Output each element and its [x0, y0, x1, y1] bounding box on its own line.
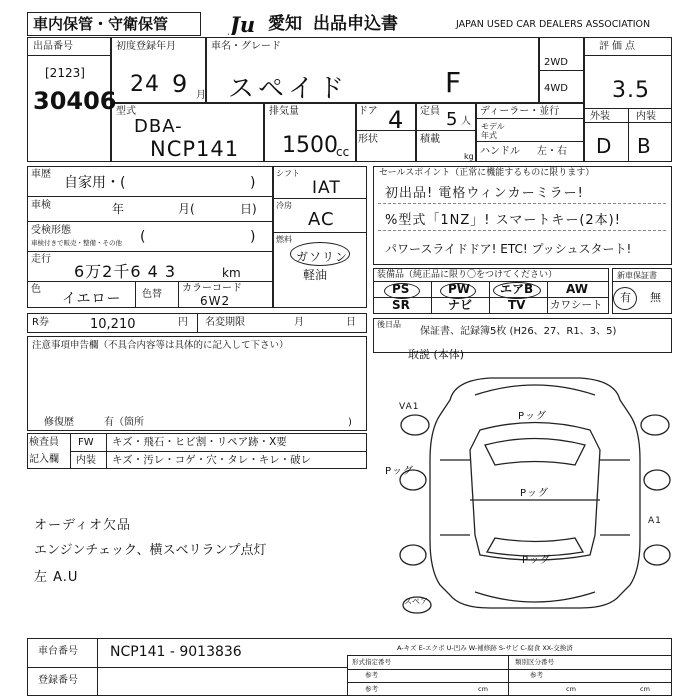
chassis-value: NCP141 - 9013836 — [110, 644, 242, 660]
equip-airbag: エアB — [500, 282, 534, 296]
ref-label-2: 参考 — [365, 685, 378, 693]
after-items-label: 後日品 — [377, 320, 401, 329]
mileage-value: 6万2千6 4 3 — [74, 262, 177, 281]
ac-label: 冷房 — [276, 201, 292, 210]
class-spec-label: 類別区分番号 — [515, 658, 554, 666]
ref-label-3: 参考 — [530, 671, 543, 679]
drive-4wd: 4WD — [544, 83, 568, 94]
form-label: 形状 — [358, 134, 378, 145]
displacement-label: 排気量 — [269, 106, 299, 117]
warranty-yes: 有 — [620, 291, 631, 304]
fuel-label: 燃料 — [276, 235, 292, 244]
registration-month-unit: 月 — [196, 90, 206, 101]
inspector-row1-head: FW — [78, 437, 94, 448]
shift-label: シフト — [276, 169, 300, 178]
mileage-unit: km — [222, 266, 241, 280]
registration-label: 初度登録年月 — [116, 41, 176, 52]
note-2: エンジンチェック、横スベリランプ点灯 — [34, 543, 267, 558]
model-code: NCP141 — [150, 137, 240, 161]
cm-2: cm — [566, 685, 576, 693]
ju-logo — [228, 13, 268, 35]
warranty-label: 新車保証書 — [617, 271, 657, 280]
lot-number: 30406 — [33, 87, 117, 115]
model-year-label: モデル年式 — [481, 122, 505, 140]
inspection-form-open: ( — [140, 229, 146, 245]
cm-3: cm — [640, 685, 650, 693]
spare-label: スペア — [404, 597, 428, 606]
selling-point-2: %型式「1NZ」! スマートキー(2本)! — [385, 213, 621, 228]
note-3: 左 A.U — [34, 570, 79, 585]
score-value: 3.5 — [612, 78, 650, 103]
dealer-label: ディーラー・並行 — [480, 106, 560, 117]
equip-ps: PS — [392, 282, 410, 296]
inspection-day: 日) — [240, 202, 257, 216]
inspection-month: 月( — [178, 202, 195, 216]
recycle-label: R券 — [32, 317, 49, 328]
inspection-form-sub: 車検付きで販売・整備・その他 — [31, 239, 122, 247]
diagram-mark-a1: A1 — [648, 516, 662, 526]
inspector-row2-head: 内装 — [76, 455, 96, 466]
exterior-label: 外装 — [590, 111, 610, 122]
load-unit: kg — [464, 152, 474, 161]
history-close: ) — [250, 175, 256, 191]
equip-pw-circle — [440, 283, 476, 299]
diagram-mark-bag-3: Pッグ — [520, 488, 550, 499]
inspector-row2: キズ・汚レ・コゲ・穴・タレ・キレ・破レ — [112, 454, 312, 466]
drive-2wd: 2WD — [544, 57, 568, 68]
capacity-value: 5 — [446, 109, 459, 130]
shift-value: IAT — [312, 178, 341, 198]
repair-label: 修復歴 — [44, 417, 74, 428]
displacement-value: 1500 — [282, 133, 338, 158]
handle-options: 左・右 — [537, 146, 567, 157]
recycle-unit: 円 — [178, 317, 188, 328]
capacity-label: 定員 — [420, 106, 440, 117]
car-name: スペイド — [228, 74, 349, 104]
diagram-mark-bag-1: Pッグ — [518, 411, 548, 422]
score-label: 評価点 — [599, 41, 638, 52]
ref-label-1: 参考 — [365, 671, 378, 679]
warranty-circle — [613, 287, 637, 310]
storage-title: 車内保管・守衛保管 — [33, 15, 169, 33]
color-code-label: カラーコード — [182, 283, 242, 294]
handle-label: ハンドル — [480, 146, 520, 157]
doors-value: 4 — [388, 106, 405, 134]
fuel-value: ガソリン — [296, 250, 349, 264]
notes-label: 注意事項申告欄（不具合内容等は具体的に記入して下さい） — [32, 340, 289, 351]
lot-bracket-number: [2123] — [45, 66, 85, 80]
inspector-row1: キズ・飛石・ヒビ割・リペア跡・X要 — [112, 436, 287, 448]
warranty-no: 無 — [650, 291, 661, 304]
color-code: 6W2 — [200, 294, 231, 308]
model-prefix: DBA- — [134, 116, 183, 137]
note-1: オーディオ欠品 — [34, 518, 131, 533]
car-grade: F — [445, 66, 463, 99]
diagram-mark-bag-2: Pッグ — [385, 466, 415, 477]
selling-points-label: セールスポイント（正常に機能するものに限ります） — [379, 168, 595, 178]
after-items-line2: 取説 (本体) — [408, 348, 465, 361]
repair-close: ) — [348, 417, 352, 428]
load-label: 積載 — [420, 134, 440, 145]
registration-month: 9 — [172, 70, 189, 98]
recycle-value: 10,210 — [90, 317, 136, 332]
inspection-form-label: 受検形態 — [31, 225, 71, 236]
equip-ps-circle — [384, 283, 420, 299]
chassis-label: 車台番号 — [38, 646, 78, 657]
equip-pw: PW — [448, 282, 471, 296]
name-change-day: 日 — [346, 317, 356, 328]
inspection-label: 車検 — [31, 200, 51, 211]
capacity-unit: 人 — [461, 116, 471, 127]
color-swap-label: 色替 — [142, 289, 162, 300]
doors-label: ドア — [358, 106, 378, 117]
org-name: 愛知 — [268, 14, 302, 34]
interior-score: B — [637, 134, 652, 158]
inspector-label-2: 記入欄 — [29, 454, 59, 465]
selling-point-3: パワースライドドア! ETC! プッシュスタート! — [385, 242, 632, 256]
inspector-label: 検査員 — [29, 437, 59, 448]
diagram-mark-bag-4: Pッグ — [522, 555, 552, 566]
equip-navi: ナビ — [448, 298, 473, 312]
diagram-mark-va1: VA1 — [399, 402, 420, 412]
inspection-form-close: ) — [250, 229, 256, 245]
equip-sr: SR — [392, 298, 410, 312]
equip-tv: TV — [508, 298, 526, 312]
association-name: JAPAN USED CAR DEALERS ASSOCIATION — [456, 19, 651, 30]
top-info-table — [27, 37, 672, 162]
plate-label: 登録番号 — [38, 675, 78, 686]
registration-year: 24 — [130, 72, 160, 97]
history-value: 自家用・( — [64, 175, 126, 191]
history-label: 車歴 — [31, 169, 51, 180]
interior-label: 内装 — [636, 111, 656, 122]
name-change-label: 名変期限 — [205, 317, 245, 328]
ac-value: AC — [308, 209, 335, 230]
model-label: 型式 — [116, 106, 136, 117]
selling-point-1: 初出品! 電格ウィンカーミラー! — [385, 186, 584, 201]
form-title: 出品申込書 — [313, 14, 398, 34]
car-name-label: 車名・グレード — [211, 41, 281, 52]
exterior-score: D — [596, 134, 613, 158]
displacement-unit: cc — [336, 145, 350, 159]
equip-seat: カワシート — [550, 299, 603, 311]
fuel-diesel: 軽油 — [303, 268, 328, 282]
repair-value: 有（箇所 — [104, 417, 144, 428]
equipment-label: 装備品（純正品に限り〇をつけてください） — [377, 270, 558, 280]
mileage-label: 走行 — [31, 254, 51, 265]
color-value: イエロー — [62, 291, 122, 307]
color-label: 色 — [31, 284, 41, 295]
equip-aw: AW — [566, 282, 588, 296]
diagram-legend: A-キズ E-エクボ U-凹み W-補修跡 S-サビ C-腐食 XX-交換済 — [397, 644, 573, 652]
fuel-circle — [290, 242, 350, 266]
name-change-month: 月 — [294, 317, 304, 328]
lot-number-label: 出品番号 — [33, 41, 73, 52]
form-spec-label: 形式指定番号 — [352, 658, 391, 666]
equip-airbag-circle — [493, 282, 541, 299]
after-items-line1: 保証書、記録簿5枚 (H26、27、R1、3、5) — [420, 326, 617, 337]
cm-1: cm — [478, 685, 488, 693]
svg-text:Ju: Ju — [230, 13, 256, 35]
inspection-year: 年 — [112, 202, 125, 216]
